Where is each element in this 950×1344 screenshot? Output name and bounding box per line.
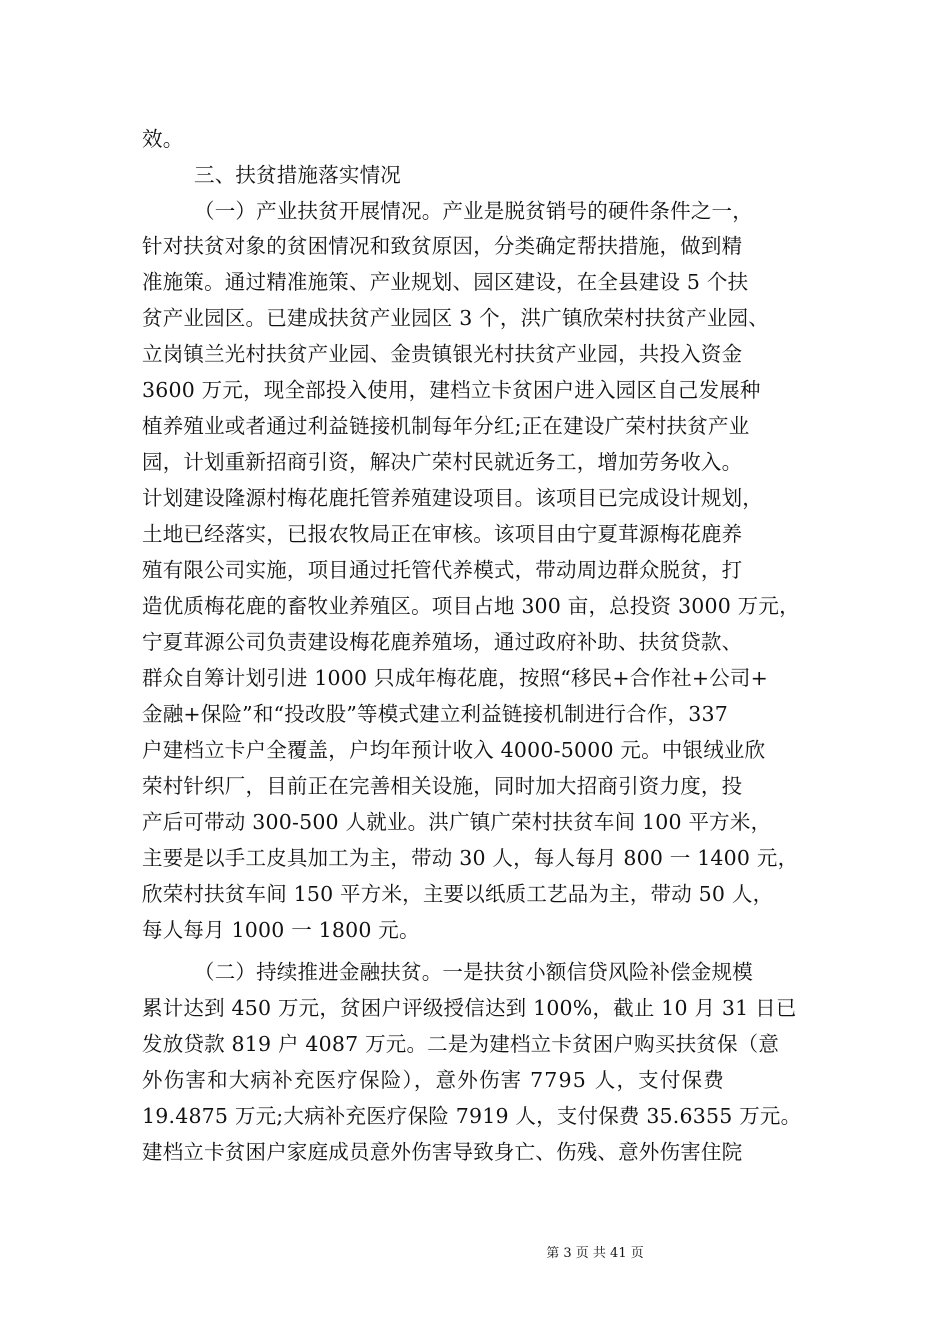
section-heading: 三、扶贫措施落实情况 (194, 163, 401, 187)
text-line: 贫产业园区。已建成扶贫产业园区 3 个，洪广镇欣荣村扶贫产业园、 (142, 306, 769, 330)
text-line: （二）持续推进金融扶贫。一是扶贫小额信贷风险补偿金规模 (194, 960, 753, 984)
text-line: 外伤害和大病补充医疗保险），意外伤害 7795 人，支付保费 (142, 1068, 725, 1092)
text-line: 土地已经落实，已报农牧局正在审核。该项目由宁夏茸源梅花鹿养 (142, 522, 743, 546)
text-line: 户建档立卡户全覆盖，户均年预计收入 4000-5000 元。中银绒业欣 (142, 738, 766, 762)
text-line: 主要是以手工皮具加工为主，带动 30 人，每人每月 800 一 1400 元， (142, 846, 799, 870)
text-line: 效。 (142, 127, 184, 151)
text-line: 造优质梅花鹿的畜牧业养殖区。项目占地 300 亩，总投资 3000 万元， (142, 594, 800, 618)
text-line: 计划建设隆源村梅花鹿托管养殖建设项目。该项目已完成设计规划， (142, 486, 763, 510)
text-line: 立岗镇兰光村扶贫产业园、金贵镇银光村扶贫产业园，共投入资金 (142, 342, 743, 366)
text-line: 每人每月 1000 一 1800 元。 (142, 918, 420, 942)
text-line: 19.4875 万元;大病补充医疗保险 7919 人，支付保费 35.6355 万元。 (142, 1104, 802, 1128)
text-line: 累计达到 450 万元，贫困户评级授信达到 100%，截止 10 月 31 日已 (142, 996, 797, 1020)
text-line: 宁夏茸源公司负责建设梅花鹿养殖场，通过政府补助、扶贫贷款、 (142, 630, 743, 654)
text-line: 金融+保险”和“投改股”等模式建立利益链接机制进行合作，337 (142, 702, 728, 726)
text-line: 植养殖业或者通过利益链接机制每年分红;正在建设广荣村扶贫产业 (142, 414, 750, 438)
text-line: （一）产业扶贫开展情况。产业是脱贫销号的硬件条件之一， (194, 199, 753, 223)
text-line: 欣荣村扶贫车间 150 平方米，主要以纸质工艺品为主，带动 50 人， (142, 882, 774, 906)
text-line: 建档立卡贫困户家庭成员意外伤害导致身亡、伤残、意外伤害住院 (142, 1140, 743, 1164)
text-line: 发放贷款 819 户 4087 万元。二是为建档立卡贫困户购买扶贫保（意 (142, 1032, 780, 1056)
text-line: 殖有限公司实施，项目通过托管代养模式，带动周边群众脱贫，打 (142, 558, 743, 582)
text-line: 3600 万元，现全部投入使用，建档立卡贫困户进入园区自己发展种 (142, 378, 761, 402)
text-line: 针对扶贫对象的贫困情况和致贫原因，分类确定帮扶措施，做到精 (142, 234, 743, 258)
text-line: 群众自筹计划引进 1000 只成年梅花鹿，按照“移民+合作社+公司+ (142, 666, 769, 690)
text-line: 准施策。通过精准施策、产业规划、园区建设，在全县建设 5 个扶 (142, 270, 749, 294)
text-line: 荣村针织厂，目前正在完善相关设施，同时加大招商引资力度，投 (142, 774, 743, 798)
text-line: 园，计划重新招商引资，解决广荣村民就近务工，增加劳务收入。 (142, 450, 743, 474)
page-number-footer: 第 3 页 共 41 页 (546, 1246, 644, 1261)
text-line: 产后可带动 300-500 人就业。洪广镇广荣村扶贫车间 100 平方米， (142, 810, 772, 834)
